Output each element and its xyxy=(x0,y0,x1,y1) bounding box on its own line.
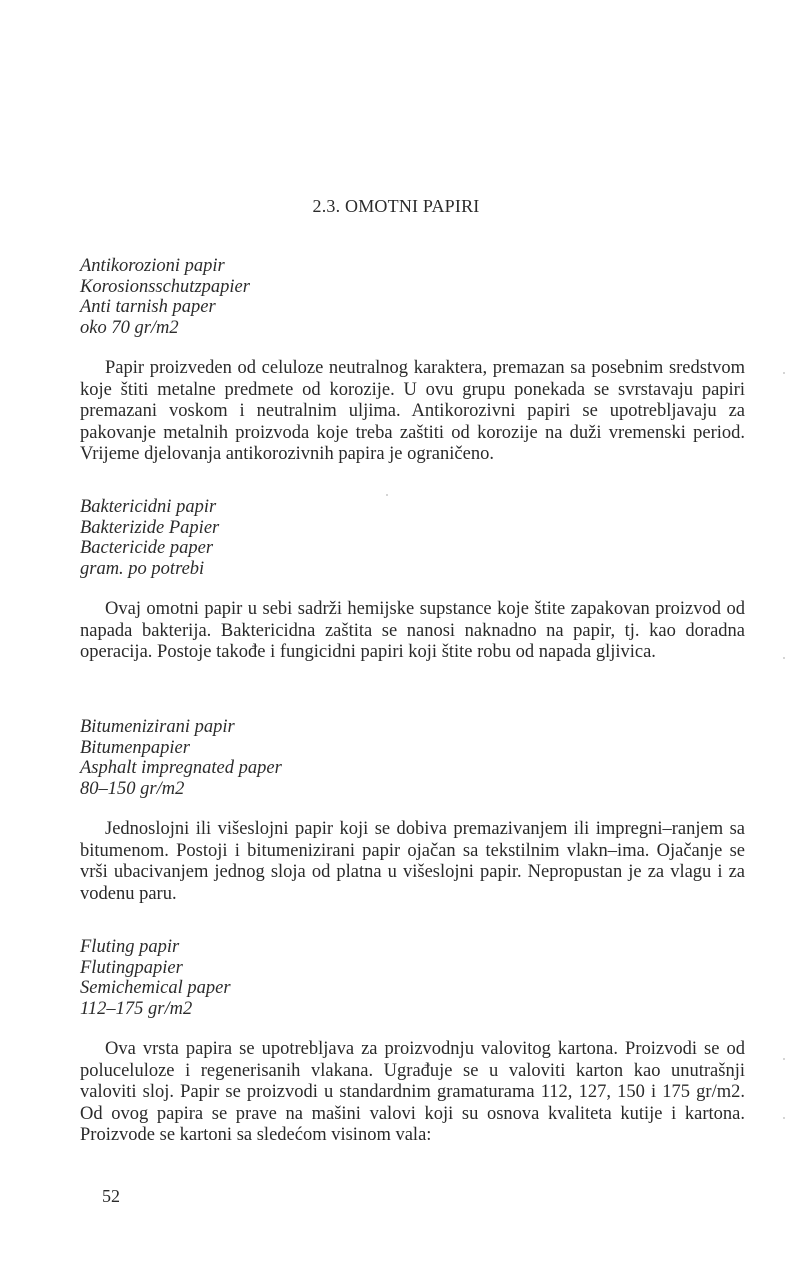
paper-names xyxy=(80,256,745,338)
description-paragraph: Papir proizveden od celuloze neutralnog karaktera, premazan sa posebnim sredstvom koje štiti metalne predmete od korozije. U ovu grupu ponekada se svrstavaju papiri premazani voskom i neutralnim uljima. Antikorozivni papiri se upotrebljavaju za pakovanje metalnih proizvoda koje treba zaštiti od korozije na duži vremenski period. Vrijeme djelovanja antikorozivnih papira je ograničeno. xyxy=(80,358,745,465)
name-english: Bactericide paper xyxy=(80,538,214,558)
paper-names xyxy=(80,717,745,799)
description-paragraph: Ova vrsta papira se upotrebljava za proizvodnju valovitog kartona. Proizvodi se od poluceluloze i regenerisanih vlakana. Ugrađuje se u valoviti karton kao unutrašnji valoviti sloj. Papir se proizvodi u standardnim gramaturama 112, 127, 150 i 175 gr/m2. Od ovog papira se prave na mašini valovi koji su osnova kvaliteta kutije i kartona. Proizvode se kartoni sa sledećom visinom vala: xyxy=(80,1039,745,1146)
name-german: Korosionsschutzpapier xyxy=(80,276,250,297)
scan-artifact xyxy=(783,657,785,659)
paper-names xyxy=(80,937,745,1019)
scan-artifact xyxy=(783,1058,785,1060)
name-local: Bitumenizirani papir xyxy=(80,717,235,737)
name-local: Antikorozioni papir xyxy=(80,256,225,276)
paper-entry-bitumen xyxy=(80,717,745,905)
grammage: oko 70 gr/m2 xyxy=(80,317,179,338)
grammage: 112–175 gr/m2 xyxy=(80,998,193,1019)
name-german: Bakterizide Papier xyxy=(80,517,220,538)
grammage: 80–150 gr/m2 xyxy=(80,778,185,799)
name-english: Semichemical paper xyxy=(80,978,231,998)
name-local: Baktericidni papir xyxy=(80,497,217,517)
name-english: Anti tarnish paper xyxy=(80,297,216,317)
page-number: 52 xyxy=(102,1186,120,1206)
paper-entry-fluting xyxy=(80,937,745,1147)
scan-artifact xyxy=(386,494,388,496)
paper-entry-bactericide xyxy=(80,497,745,664)
paper-entry-anti-corrosion xyxy=(80,256,745,466)
paper-names xyxy=(80,497,745,579)
description-paragraph: Ovaj omotni papir u sebi sadrži hemijske supstance koje štite zapakovan proizvod od napada bakterija. Baktericidna zaštita se nanosi naknadno na papir, tj. kao doradna operacija. Postoje takođe i fungicidni papiri koji štite robu od napada gljivica. xyxy=(80,599,745,663)
scan-artifact xyxy=(783,372,785,374)
name-german: Flutingpapier xyxy=(80,957,183,978)
section-title: 2.3. OMOTNI PAPIRI xyxy=(312,196,480,216)
description-paragraph: Jednoslojni ili višeslojni papir koji se dobiva premazivanjem ili impregni–ranjem sa bitumenom. Postoji i bitumenizirani papir ojačan sa tekstilnim vlakn–ima. Ojačanje se vrši ubacivanjem jednog sloja od platna u višeslojni papir. Nepropustan je za vlagu i za vodenu paru. xyxy=(80,819,745,904)
scan-artifact xyxy=(783,1117,785,1119)
name-english: Asphalt impregnated paper xyxy=(80,758,282,778)
name-local: Fluting papir xyxy=(80,937,180,957)
name-german: Bitumenpapier xyxy=(80,737,190,758)
grammage: gram. po potrebi xyxy=(80,558,205,579)
